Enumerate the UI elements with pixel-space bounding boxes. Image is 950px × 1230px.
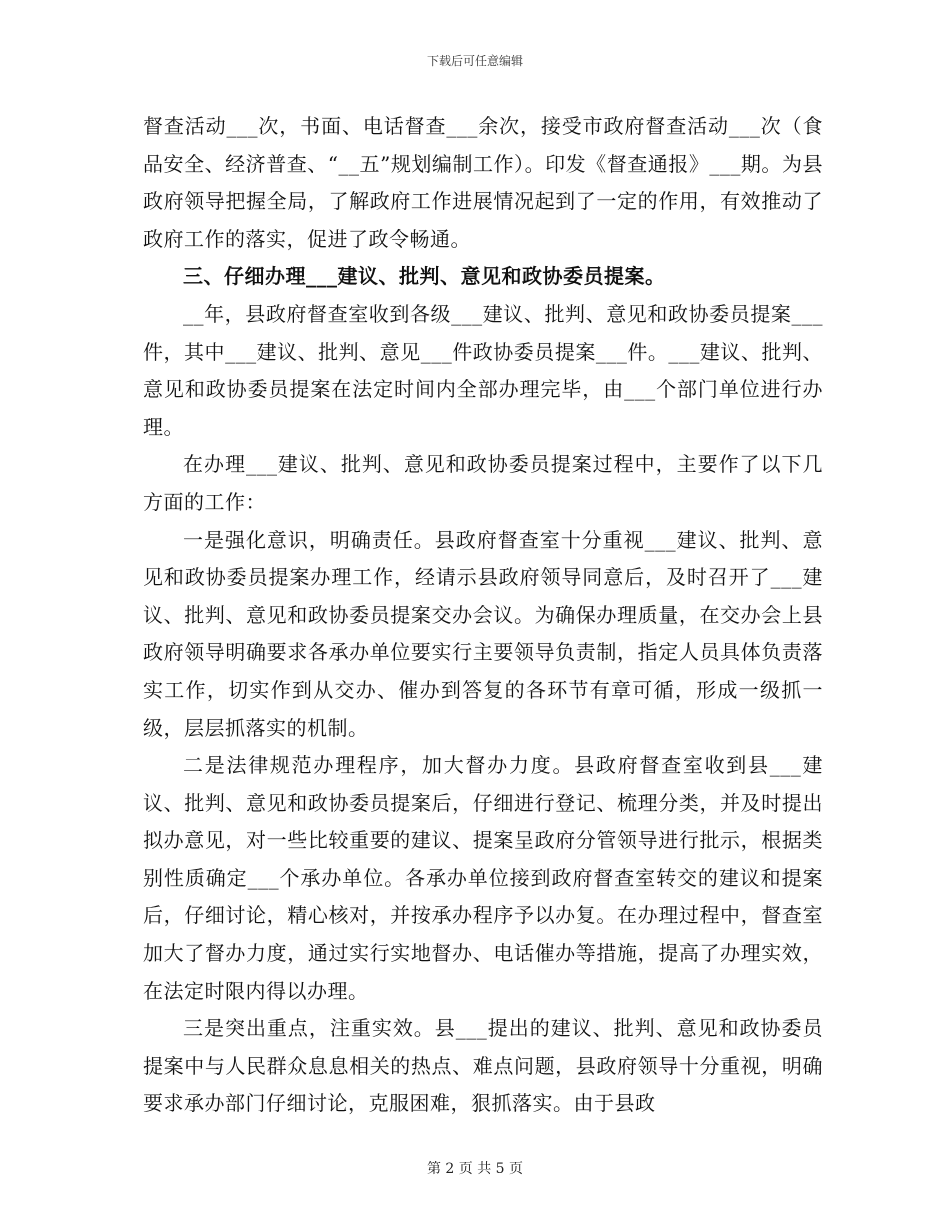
paragraph: 一是强化意识，明确责任。县政府督查室十分重视___建议、批判、意见和政协委员提案办理工作，经请示县政府领导同意后，及时召开了___建议、批判、意见和政协委员提案交办会议。为确保办理质量，在交办会上县政府领导明确要求各承办单位要实行主要领导负责制，指定人员具体负责落实工作，切实作到从交办、催办到答复的各环节有章可循，形成一级抓一级，层层抓落实的机制。 <box>143 527 823 740</box>
section-heading: 三、仔细办理___建议、批判、意见和政协委员提案。 <box>183 264 666 289</box>
page-footer: 第 2 页 共 5 页 <box>426 1161 524 1177</box>
page-header: 下载后可任意编辑 <box>426 54 523 68</box>
paragraph-continuation: 督查活动___次，书面、电话督查___余次，接受市政府督查活动___次（食品安全、经济普查、“__五”规划编制工作）。印发《督查通报》___期。为县政府领导把握全局，了解政府工作进展情况起到了一定的作用，有效推动了政府工作的落实，促进了政令畅通。 <box>143 114 823 251</box>
document-body <box>143 108 823 1123</box>
paragraph: __年，县政府督查室收到各级___建议、批判、意见和政协委员提案___件，其中___建议、批判、意见___件政协委员提案___件。___建议、批判、意见和政协委员提案在法定时间内全部办理完毕，由___个部门单位进行办理。 <box>143 301 823 439</box>
paragraph: 在办理___建议、批判、意见和政协委员提案过程中，主要作了以下几方面的工作： <box>143 452 823 514</box>
paragraph: 二是法律规范办理程序，加大督办力度。县政府督查室收到县___建议、批判、意见和政协委员提案后，仔细进行登记、梳理分类，并及时提出拟办意见，对一些比较重要的建议、提案呈政府分管领导进行批示，根据类别性质确定___个承办单位。各承办单位接到政府督查室转交的建议和提案后，仔细讨论，精心核对，并按承办程序予以办复。在办理过程中，督查室加大了督办力度，通过实行实地督办、电话催办等措施，提高了办理实效，在法定时限内得以办理。 <box>143 753 823 1003</box>
paragraph: 三是突出重点，注重实效。县___提出的建议、批判、意见和政协委员提案中与人民群众息息相关的热点、难点问题，县政府领导十分重视，明确要求承办部门仔细讨论，克服困难，狠抓落实。由于县政 <box>143 1016 823 1116</box>
